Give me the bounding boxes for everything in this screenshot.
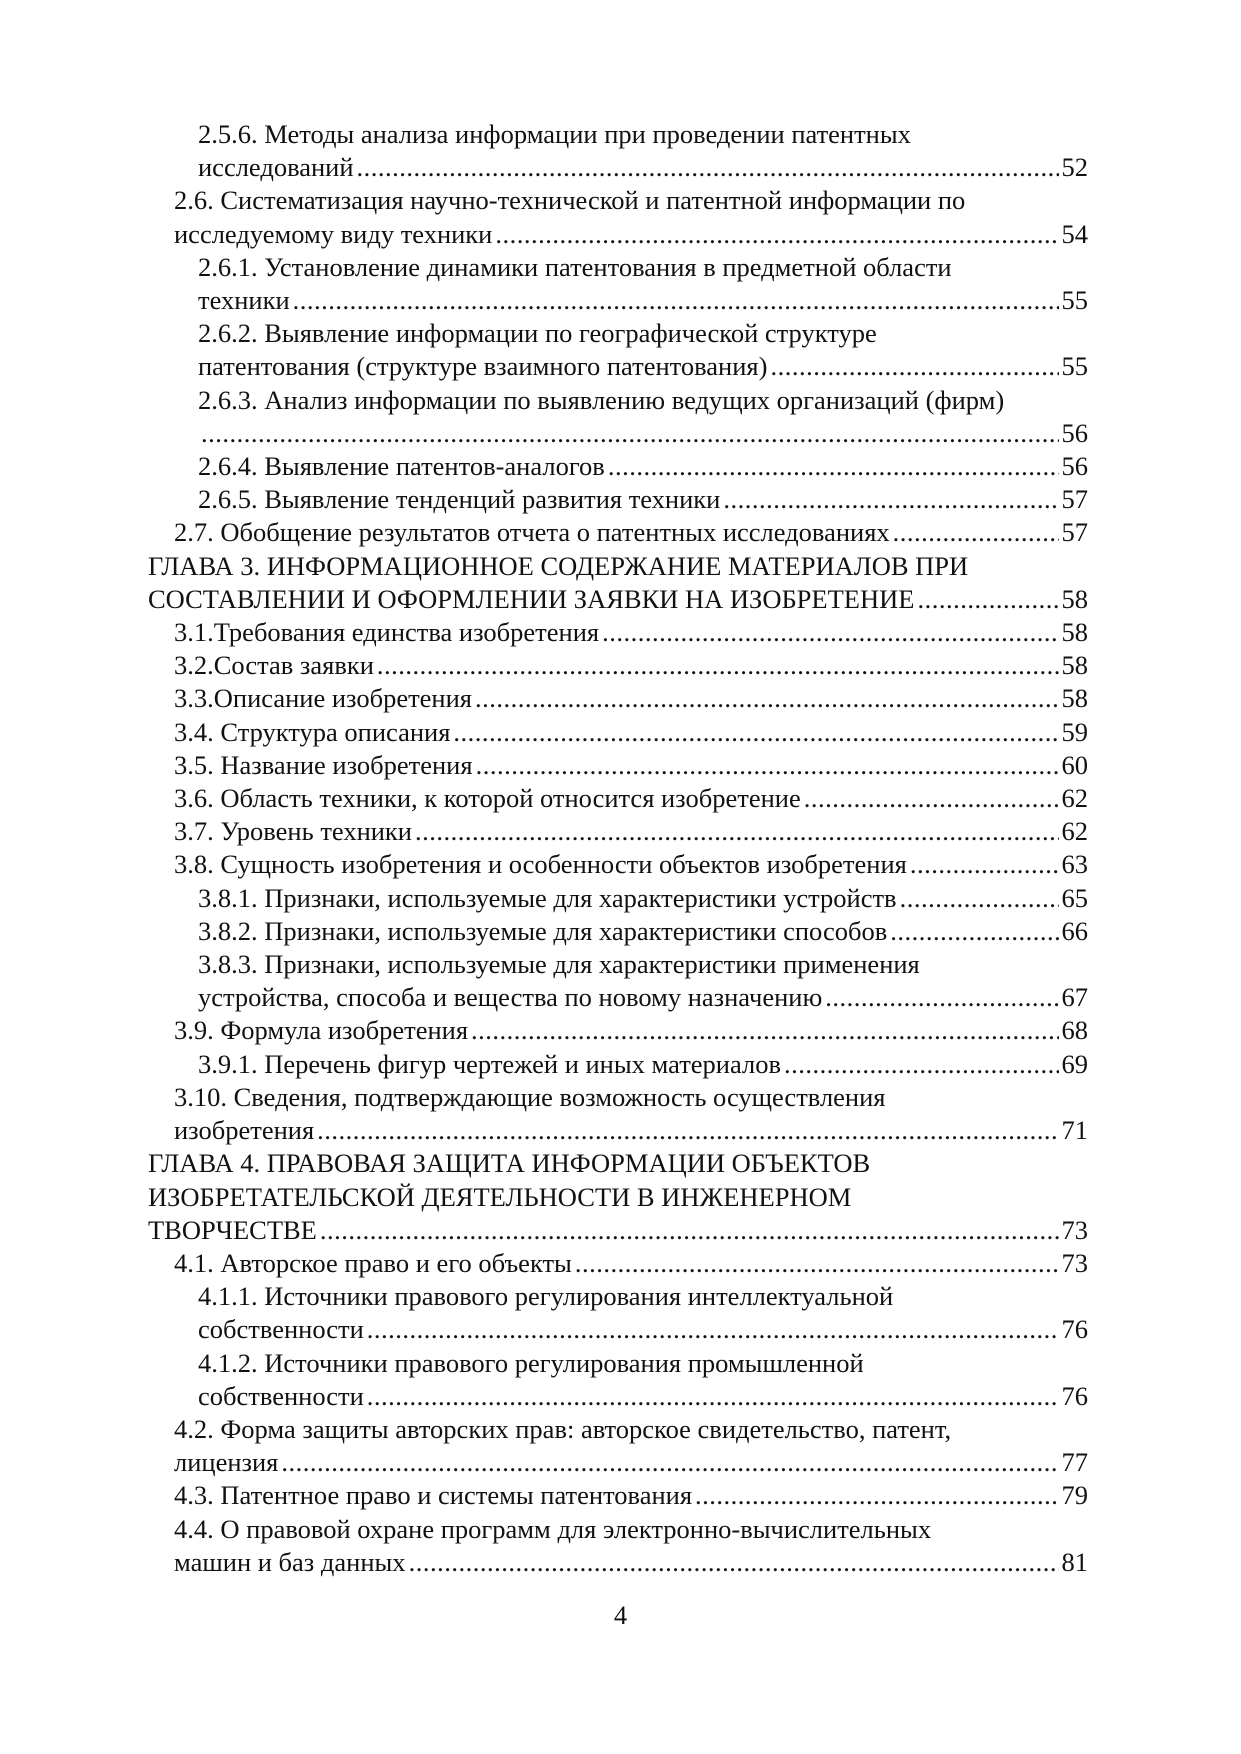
toc-entry-line — [198, 915, 1088, 948]
toc-entry-title: 3.7. Уровень техники — [174, 816, 412, 847]
toc-entry[interactable] — [148, 1081, 1088, 1147]
toc-entry-line — [174, 1479, 1088, 1512]
dot-leader — [695, 1479, 1058, 1512]
toc-page-number: 52 — [1061, 152, 1088, 183]
toc-entry-title: 2.6.4. Выявление патентов-аналогов — [198, 451, 605, 482]
toc-page-number: 57 — [1061, 517, 1088, 548]
dot-leader — [784, 1048, 1059, 1081]
toc-page-number: 55 — [1061, 351, 1088, 382]
toc-page-number: 71 — [1061, 1115, 1088, 1146]
dot-leader — [409, 1546, 1059, 1579]
toc-entry-line — [174, 815, 1088, 848]
toc-page-number: 76 — [1061, 1314, 1088, 1345]
dot-leader — [453, 716, 1058, 749]
toc-page-number: 69 — [1061, 1048, 1088, 1079]
toc-entry-title: лицензия — [174, 1447, 279, 1478]
toc-page-number: 62 — [1061, 816, 1088, 847]
toc-entry[interactable] — [148, 815, 1088, 848]
dot-leader — [357, 151, 1059, 184]
toc-entry[interactable] — [148, 616, 1088, 649]
toc-page-number: 73 — [1061, 1247, 1088, 1278]
dot-leader — [893, 516, 1059, 549]
toc-page-number: 58 — [1061, 683, 1088, 714]
toc-page-number: 55 — [1061, 285, 1088, 316]
toc-entry-title: машин и баз данных — [174, 1546, 406, 1577]
toc-entry-line — [174, 649, 1088, 682]
toc-entry-title: ГЛАВА 4. ПРАВОВАЯ ЗАЩИТА ИНФОРМАЦИИ ОБЪЕКТОВ — [148, 1148, 871, 1179]
toc-entry[interactable] — [148, 848, 1088, 881]
toc-entry-title: 3.4. Структура описания — [174, 716, 451, 747]
toc-entry-line — [174, 516, 1088, 549]
toc-entry[interactable] — [148, 782, 1088, 815]
toc-entry[interactable] — [148, 749, 1088, 782]
toc-entry[interactable] — [148, 682, 1088, 715]
toc-entry-title: 2.6.5. Выявление тенденций развития техники — [198, 484, 721, 515]
toc-entry-line — [174, 1014, 1088, 1047]
page-number: 4 — [613, 1600, 628, 1630]
toc-entry-line — [198, 417, 1088, 450]
toc-entry[interactable] — [148, 1147, 1088, 1247]
dot-leader — [415, 815, 1059, 848]
toc-entry-line — [174, 218, 1088, 251]
dot-leader — [495, 218, 1058, 251]
dot-leader — [917, 583, 1058, 616]
toc-entry[interactable] — [148, 251, 1088, 317]
dot-leader — [476, 749, 1059, 782]
toc-entry[interactable] — [148, 550, 1088, 616]
toc-page-number: 73 — [1061, 1214, 1088, 1245]
toc-entry-title: 2.7. Обобщение результатов отчета о патентных исследованиях — [174, 517, 890, 548]
toc-entry-title: 3.8. Сущность изобретения и особенности объектов изобретения — [174, 849, 907, 880]
toc-entry-title: техники — [198, 285, 290, 316]
toc-entry-line — [198, 1380, 1088, 1413]
toc-entry[interactable] — [148, 1247, 1088, 1280]
toc-entry-title: 3.8.3. Признаки, используемые для характеристики применения — [198, 949, 920, 980]
dot-leader — [471, 1014, 1058, 1047]
toc-entry-line — [174, 1114, 1088, 1147]
toc-entry-line — [198, 151, 1088, 184]
toc-entry-line — [198, 483, 1088, 516]
toc-entry-title: 3.3.Описание изобретения — [174, 683, 472, 714]
toc-entry-title: ИЗОБРЕТАТЕЛЬСКОЙ ДЕЯТЕЛЬНОСТИ В ИНЖЕНЕРНОМ — [148, 1181, 852, 1212]
toc-entry[interactable] — [148, 915, 1088, 948]
toc-entry-title: 2.6.1. Установление динамики патентования в предметной области — [198, 251, 952, 282]
dot-leader — [320, 1214, 1059, 1247]
dot-leader — [723, 483, 1058, 516]
toc-entry-title: ТВОРЧЕСТВЕ — [148, 1214, 317, 1245]
dot-leader — [900, 882, 1059, 915]
toc-entry-title: собственности — [198, 1314, 364, 1345]
toc-entry-title: 2.6.2. Выявление информации по географической структуре — [198, 318, 877, 349]
toc-entry-title: 2.6.3. Анализ информации по выявлению ведущих организаций (фирм) — [198, 384, 1005, 415]
toc-entry-title: 3.9. Формула изобретения — [174, 1015, 469, 1046]
toc-page-number: 63 — [1061, 849, 1088, 880]
dot-leader — [475, 682, 1059, 715]
toc-entry-line — [174, 782, 1088, 815]
dot-leader — [608, 450, 1059, 483]
table-of-contents — [148, 118, 1088, 1579]
toc-entry-title: ГЛАВА 3. ИНФОРМАЦИОННОЕ СОДЕРЖАНИЕ МАТЕРИАЛОВ ПРИ — [148, 550, 969, 581]
toc-entry-title: 3.8.1. Признаки, используемые для характеристики устройств — [198, 882, 897, 913]
toc-entry[interactable] — [148, 1513, 1088, 1579]
toc-entry-line — [148, 583, 1088, 616]
toc-entry[interactable] — [148, 184, 1088, 250]
toc-entry[interactable] — [148, 483, 1088, 516]
toc-page-number: 57 — [1061, 484, 1088, 515]
toc-page-number: 58 — [1061, 617, 1088, 648]
toc-page-number: 66 — [1061, 915, 1088, 946]
toc-entry-line — [174, 1546, 1088, 1579]
toc-entry-title: 3.10. Сведения, подтверждающие возможность осуществления — [174, 1081, 886, 1112]
toc-entry[interactable] — [148, 1479, 1088, 1512]
toc-entry[interactable] — [148, 716, 1088, 749]
toc-entry-title: 3.6. Область техники, к которой относится изобретение — [174, 783, 801, 814]
toc-entry-line — [198, 1048, 1088, 1081]
toc-entry[interactable] — [148, 1347, 1088, 1413]
toc-entry-title: 3.2.Состав заявки — [174, 650, 374, 681]
toc-page-number: 58 — [1061, 650, 1088, 681]
toc-page-number: 56 — [1061, 451, 1088, 482]
toc-entry-line — [174, 1247, 1088, 1280]
toc-entry-line — [198, 882, 1088, 915]
dot-leader — [910, 848, 1059, 881]
dot-leader — [367, 1313, 1059, 1346]
toc-entry-title: 3.8.2. Признаки, используемые для характеристики способов — [198, 915, 888, 946]
toc-entry-title: исследований — [198, 152, 354, 183]
toc-entry-line — [198, 284, 1088, 317]
toc-entry-title: 2.6. Систематизация научно-технической и патентной информации по — [174, 185, 966, 216]
toc-page-number: 59 — [1061, 716, 1088, 747]
toc-entry[interactable] — [148, 118, 1088, 184]
toc-entry-title: патентования (структуре взаимного патентования) — [198, 351, 768, 382]
toc-entry-title: 3.5. Название изобретения — [174, 749, 473, 780]
toc-entry-title: 2.5.6. Методы анализа информации при проведении патентных — [198, 119, 911, 149]
toc-entry-title: 3.1.Требования единства изобретения — [174, 617, 600, 648]
dot-leader — [293, 284, 1059, 317]
toc-entry-title: исследуемому виду техники — [174, 218, 493, 249]
toc-entry-line — [174, 848, 1088, 881]
toc-entry[interactable] — [148, 948, 1088, 1014]
toc-entry-title: 3.9.1. Перечень фигур чертежей и иных материалов — [198, 1048, 781, 1079]
toc-page-number: 76 — [1061, 1380, 1088, 1411]
toc-entry-line — [198, 450, 1088, 483]
toc-entry-line — [148, 1214, 1088, 1247]
toc-entry-title: 4.1.2. Источники правового регулирования промышленной — [198, 1347, 864, 1378]
toc-entry[interactable] — [148, 1014, 1088, 1047]
toc-entry-line — [198, 350, 1088, 383]
toc-page-number: 54 — [1061, 218, 1088, 249]
dot-leader — [367, 1380, 1059, 1413]
toc-entry-line — [174, 749, 1088, 782]
toc-entry[interactable] — [148, 317, 1088, 383]
toc-entry[interactable] — [148, 1048, 1088, 1081]
dot-leader — [770, 350, 1058, 383]
toc-entry[interactable] — [148, 1413, 1088, 1479]
toc-entry-line — [174, 616, 1088, 649]
toc-entry-title: устройства, способа и вещества по новому назначению — [198, 982, 823, 1013]
dot-leader — [825, 981, 1058, 1014]
toc-entry-title: 4.3. Патентное право и системы патентования — [174, 1480, 693, 1511]
toc-entry-line — [174, 716, 1088, 749]
dot-leader — [602, 616, 1058, 649]
toc-entry[interactable] — [148, 450, 1088, 483]
toc-entry-title: СОСТАВЛЕНИИ И ОФОРМЛЕНИИ ЗАЯВКИ НА ИЗОБРЕТЕНИЕ — [148, 583, 915, 614]
dot-leader — [804, 782, 1059, 815]
toc-entry[interactable] — [148, 516, 1088, 549]
toc-page-number: 60 — [1061, 749, 1088, 780]
toc-page-number: 81 — [1061, 1546, 1088, 1577]
toc-entry-line — [174, 1446, 1088, 1479]
toc-page-number: 65 — [1061, 882, 1088, 913]
toc-page-number: 58 — [1061, 583, 1088, 614]
toc-entry-line — [198, 1313, 1088, 1346]
toc-entry-line — [174, 682, 1088, 715]
toc-page-number: 62 — [1061, 783, 1088, 814]
toc-entry-title: собственности — [198, 1380, 364, 1411]
dot-leader — [317, 1114, 1058, 1147]
toc-entry-title: 4.1. Авторское право и его объекты — [174, 1247, 572, 1278]
dot-leader — [890, 915, 1058, 948]
toc-entry-title: 4.1.1. Источники правового регулирования интеллектуальной — [198, 1281, 894, 1312]
toc-entry-title: 4.4. О правовой охране программ для электронно-вычислительных — [174, 1513, 932, 1544]
toc-page-number: 56 — [1061, 417, 1088, 448]
toc-entry[interactable] — [148, 882, 1088, 915]
toc-entry-title: изобретения — [174, 1115, 315, 1146]
dot-leader — [201, 417, 1059, 450]
toc-entry-line — [198, 981, 1088, 1014]
toc-page-number: 67 — [1061, 982, 1088, 1013]
toc-entry-title: 4.2. Форма защиты авторских прав: авторское свидетельство, патент, — [174, 1413, 952, 1444]
dot-leader — [377, 649, 1059, 682]
toc-page-number: 68 — [1061, 1015, 1088, 1046]
dot-leader — [575, 1247, 1059, 1280]
toc-page-number: 79 — [1061, 1480, 1088, 1511]
toc-page-number: 77 — [1061, 1447, 1088, 1478]
toc-entry[interactable] — [148, 649, 1088, 682]
toc-entry[interactable] — [148, 384, 1088, 450]
toc-entry[interactable] — [148, 1280, 1088, 1346]
dot-leader — [281, 1446, 1058, 1479]
